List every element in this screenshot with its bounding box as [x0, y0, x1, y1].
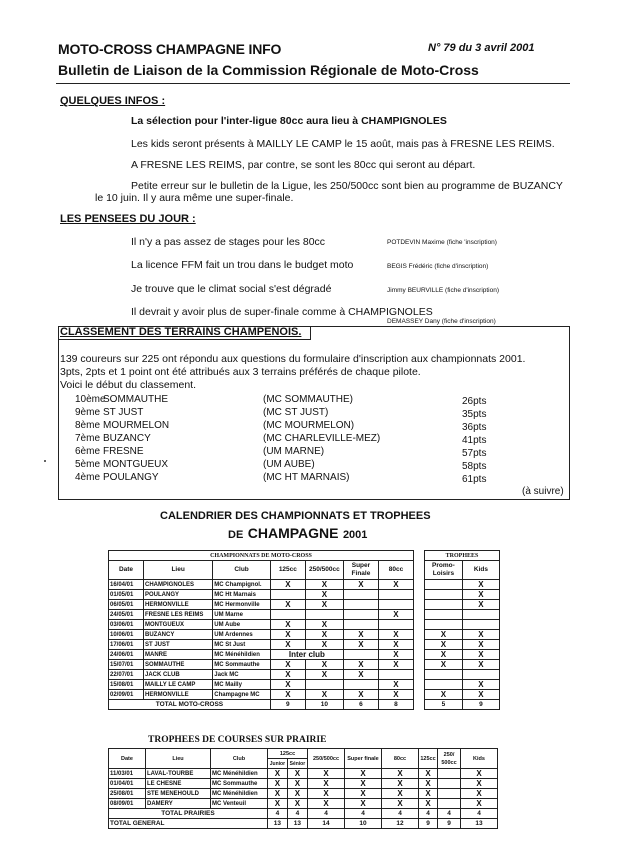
mx-row: [109, 640, 414, 650]
pr-mark: X: [268, 789, 288, 799]
mx-col-header: Lieu: [144, 561, 213, 580]
pensee-2: La licence FFM fait un trou dans le budget moto: [131, 259, 354, 271]
rank-pts: 61pts: [462, 474, 487, 485]
pr-col-header: 125cc: [419, 749, 438, 769]
rank-pts: 35pts: [462, 409, 487, 420]
mx-mark: X: [305, 640, 343, 650]
pr-mark: [438, 779, 461, 789]
rank-place: SOMMAUTHE: [103, 394, 168, 405]
mx-row: [109, 690, 414, 700]
mx-mark: [378, 620, 413, 630]
tro-row: [425, 650, 500, 660]
rank-place: ST JUST: [103, 407, 144, 418]
tro-mark: [425, 670, 463, 680]
mx-total: 10: [305, 700, 343, 710]
pensee-4: Il devrait y avoir plus de super-finale comme à CHAMPIGNOLES: [131, 306, 433, 318]
mx-club: MC Mailly: [213, 680, 271, 690]
prairie-title: TROPHEES DE COURSES SUR PRAIRIE: [148, 735, 327, 745]
tro-total: 5: [425, 700, 463, 710]
rank-pts: 41pts: [462, 435, 487, 446]
pr-mark: X: [345, 789, 382, 799]
info-p3: A FRESNE LES REIMS, par contre, se sont les 80cc qui seront au départ.: [131, 159, 476, 171]
rank-club: (MC CHARLEVILLE-MEZ): [263, 433, 381, 444]
pr-total-label: TOTAL PRAIRIES: [109, 809, 268, 819]
tro-row: [425, 610, 500, 620]
mx-date: 16/04/01: [109, 580, 144, 590]
tro-row: [425, 680, 500, 690]
tro-mark: X: [425, 650, 463, 660]
tro-mark: [462, 610, 499, 620]
rank-club: (MC MOURMELON): [263, 420, 355, 431]
mx-club: MC Ht Marnais: [213, 590, 271, 600]
mx-date: 15/08/01: [109, 680, 144, 690]
mx-mark: X: [270, 630, 305, 640]
mx-mark: [378, 590, 413, 600]
mx-mark: X: [378, 660, 413, 670]
info-p4b: le 10 juin. Il y aura même une super-finale.: [95, 192, 294, 204]
tro-title-row: [425, 551, 500, 561]
pr-total: 4: [287, 809, 307, 819]
mx-lieu: MANRE: [144, 650, 213, 660]
tro-total-row: [425, 700, 500, 710]
tro-mark: [425, 580, 463, 590]
mx-mark: X: [305, 590, 343, 600]
pr-row: [109, 769, 498, 779]
pr-mark: X: [461, 789, 498, 799]
mx-mark: [343, 600, 378, 610]
pr-mark: X: [287, 789, 307, 799]
pensee-1-author: POTDEVIN Maxime (fiche 'inscription): [387, 239, 497, 246]
issue-number: N° 79 du 3 avril 2001: [428, 42, 535, 54]
mx-date: 01/05/01: [109, 590, 144, 600]
bulletin-title: MOTO-CROSS CHAMPAGNE INFO: [58, 41, 282, 57]
rank-rank: 10ème: [75, 394, 106, 405]
mx-row: [109, 670, 414, 680]
pr-general: 12: [382, 819, 419, 829]
pr-col-header: 80cc: [382, 749, 419, 769]
mx-mark: [343, 620, 378, 630]
mx-col-header: 125cc: [270, 561, 305, 580]
tro-title: TROPHEES: [425, 551, 500, 561]
calendar-de: DE: [228, 529, 244, 541]
mx-mark: [270, 590, 305, 600]
pr-total: 4: [419, 809, 438, 819]
classement-intro-3: Voici le début du classement.: [60, 379, 196, 391]
pr-club: MC Sommauthe: [211, 779, 268, 789]
pr-col-header: 125cc: [268, 749, 308, 759]
mx-mark: X: [343, 690, 378, 700]
pensee-1: Il n'y a pas assez de stages pour les 80cc: [131, 236, 326, 248]
mx-club: MC Champignol.: [213, 580, 271, 590]
tro-mark: X: [425, 660, 463, 670]
pr-col-header: Date: [109, 749, 146, 769]
mx-lieu: BUZANCY: [144, 630, 213, 640]
pr-mark: X: [461, 769, 498, 779]
rank-place: MOURMELON: [103, 420, 170, 431]
mx-mark: X: [270, 600, 305, 610]
mx-mark: [378, 670, 413, 680]
pr-subheader: Junior: [268, 759, 288, 769]
mx-mark: X: [305, 690, 343, 700]
pr-mark: X: [382, 789, 419, 799]
mx-mark: X: [270, 680, 305, 690]
pr-mark: X: [419, 789, 438, 799]
pr-mark: X: [419, 769, 438, 779]
mx-mark: X: [343, 660, 378, 670]
mx-mark: X: [343, 630, 378, 640]
pr-general: 13: [268, 819, 288, 829]
bulletin-subtitle: Bulletin de Liaison de la Commission Régionale de Moto-Cross: [58, 62, 479, 78]
mx-club: Champagne MC: [213, 690, 271, 700]
mx-interclub: Inter club: [270, 650, 343, 660]
mx-title: CHAMPIONNATS DE MOTO-CROSS: [109, 551, 414, 561]
rank-rank: 5ème: [75, 459, 101, 470]
mx-lieu: CHAMPIGNOLES: [144, 580, 213, 590]
pr-mark: X: [308, 769, 345, 779]
mx-club: UM Aube: [213, 620, 271, 630]
tro-row: [425, 690, 500, 700]
mx-total-row: [109, 700, 414, 710]
mx-lieu: MAILLY LE CAMP: [144, 680, 213, 690]
pr-mark: X: [268, 769, 288, 779]
header-rule: [56, 83, 570, 84]
calendar-title-line1: CALENDRIER DES CHAMPIONNATS ET TROPHEES: [160, 510, 431, 522]
rank-club: (UM MARNE): [263, 446, 325, 457]
tro-row: [425, 630, 500, 640]
pr-mark: X: [461, 799, 498, 809]
pr-mark: X: [419, 799, 438, 809]
mx-mark: X: [378, 690, 413, 700]
tro-row: [425, 670, 500, 680]
rank-pts: 58pts: [462, 461, 487, 472]
mx-date: 10/06/01: [109, 630, 144, 640]
classement-intro-1: 139 coureurs sur 225 ont répondu aux questions du formulaire d'inscription aux championnats 2001.: [60, 353, 526, 365]
rank-place: POULANGY: [103, 472, 159, 483]
calendar-title-line2: [228, 525, 367, 543]
mx-mark: X: [343, 580, 378, 590]
pr-general: 13: [461, 819, 498, 829]
pr-lieu: LAVAL-TOURBE: [146, 769, 211, 779]
pr-general: 10: [345, 819, 382, 829]
pr-mark: X: [268, 779, 288, 789]
mx-mark: [305, 610, 343, 620]
tro-mark: [425, 620, 463, 630]
mx-mark: X: [378, 580, 413, 590]
rank-rank: 9ème: [75, 407, 101, 418]
mx-mark: [343, 610, 378, 620]
pr-total: 4: [308, 809, 345, 819]
mx-row: [109, 600, 414, 610]
pr-mark: [438, 769, 461, 779]
mx-mark: X: [305, 670, 343, 680]
rank-place: MONTGUEUX: [103, 459, 168, 470]
pr-row: [109, 779, 498, 789]
tro-mark: X: [462, 650, 499, 660]
tro-col-header: Promo-Loisirs: [425, 561, 463, 580]
pr-general: 9: [438, 819, 461, 829]
tro-mark: X: [462, 680, 499, 690]
pr-general: 13: [287, 819, 307, 829]
motocross-table: [108, 550, 414, 710]
pr-lieu: LE CHESNE: [146, 779, 211, 789]
mx-mark: [343, 650, 378, 660]
calendar-year: 2001: [342, 529, 368, 541]
pr-total-row: [109, 809, 498, 819]
tro-mark: X: [462, 580, 499, 590]
mx-lieu: HERMONVILLE: [144, 600, 213, 610]
mx-lieu: HERMONVILLE: [144, 690, 213, 700]
calendar-champagne: CHAMPAGNE: [247, 525, 339, 541]
info-p2: Les kids seront présents à MAILLY LE CAMP le 15 août, mais pas à FRESNE LES REIMS.: [131, 138, 555, 150]
mx-date: 17/06/01: [109, 640, 144, 650]
pr-mark: X: [382, 799, 419, 809]
pr-mark: X: [345, 769, 382, 779]
pr-col-header: 250/500cc: [308, 749, 345, 769]
mx-col-header: 80cc: [378, 561, 413, 580]
infos-heading: QUELQUES INFOS :: [60, 95, 166, 107]
tro-col-header: Kids: [462, 561, 499, 580]
info-p4a: Petite erreur sur le bulletin de la Ligue, les 250/500cc sont bien au programme de BUZANCY: [131, 180, 563, 192]
pr-total: 4: [345, 809, 382, 819]
pr-col-header: 250/ 500cc: [438, 749, 461, 769]
mx-date: 24/06/01: [109, 650, 144, 660]
mx-club: UM Ardennes: [213, 630, 271, 640]
mx-row: [109, 680, 414, 690]
pr-mark: X: [382, 769, 419, 779]
mx-club: MC St Just: [213, 640, 271, 650]
rank-place: FRESNE: [103, 446, 144, 457]
tro-row: [425, 590, 500, 600]
pensee-3-author: Jimmy BEURVILLE (fiche d'inscription): [387, 287, 500, 294]
tro-row: [425, 600, 500, 610]
pr-total: 4: [461, 809, 498, 819]
mx-mark: [305, 680, 343, 690]
mx-row: [109, 580, 414, 590]
pensee-2-author: BEGIS Frédéric (fiche d'inscription): [387, 263, 489, 270]
mx-date: 22/07/01: [109, 670, 144, 680]
pr-total: 4: [268, 809, 288, 819]
pr-mark: X: [287, 769, 307, 779]
rank-club: (UM AUBE): [263, 459, 315, 470]
mx-row: [109, 650, 414, 660]
mx-date: 24/05/01: [109, 610, 144, 620]
pr-col-header: Lieu: [146, 749, 211, 769]
rank-pts: 26pts: [462, 396, 487, 407]
mx-mark: X: [270, 690, 305, 700]
mx-mark: X: [270, 580, 305, 590]
tro-mark: X: [462, 660, 499, 670]
rank-pts: 57pts: [462, 448, 487, 459]
pr-club: MC Ménéhildien: [211, 769, 268, 779]
mx-mark: X: [378, 680, 413, 690]
mx-row: [109, 630, 414, 640]
tro-row: [425, 660, 500, 670]
pr-date: 11/03/01: [109, 769, 146, 779]
pr-total: 4: [438, 809, 461, 819]
rank-pts: 36pts: [462, 422, 487, 433]
mx-title-row: [109, 551, 414, 561]
rank-club: (MC HT MARNAIS): [263, 472, 350, 483]
tro-mark: [425, 600, 463, 610]
mx-lieu: POULANGY: [144, 590, 213, 600]
pr-mark: X: [287, 779, 307, 789]
pr-general-label: TOTAL GENERAL: [109, 819, 268, 829]
mx-date: 15/07/01: [109, 660, 144, 670]
mx-mark: X: [343, 670, 378, 680]
tro-total: 9: [462, 700, 499, 710]
scan-dot: [44, 460, 46, 462]
pensee-3: Je trouve que le climat social s'est dégradé: [131, 283, 332, 295]
mx-col-header: Club: [213, 561, 271, 580]
mx-total: 8: [378, 700, 413, 710]
tro-row: [425, 640, 500, 650]
mx-col-header: Date: [109, 561, 144, 580]
tro-row: [425, 620, 500, 630]
mx-header-row: [109, 561, 414, 580]
tro-mark: X: [425, 630, 463, 640]
mx-mark: X: [270, 660, 305, 670]
tro-mark: [462, 620, 499, 630]
mx-row: [109, 660, 414, 670]
rank-place: BUZANCY: [103, 433, 151, 444]
pr-club: MC Ménéhildien: [211, 789, 268, 799]
mx-total: 6: [343, 700, 378, 710]
mx-mark: X: [378, 640, 413, 650]
pr-general: 9: [419, 819, 438, 829]
tro-mark: [425, 680, 463, 690]
pr-total: 4: [382, 809, 419, 819]
pr-mark: X: [345, 779, 382, 789]
rank-rank: 4ème: [75, 472, 101, 483]
pr-mark: X: [287, 799, 307, 809]
pensee-4-author: DEMASSEY Dany (fiche d'inscription): [387, 318, 496, 325]
pr-club: MC Venteuil: [211, 799, 268, 809]
mx-mark: X: [270, 620, 305, 630]
pr-date: 08/09/01: [109, 799, 146, 809]
mx-club: MC Sommauthe: [213, 660, 271, 670]
a-suivre: (à suivre): [522, 486, 564, 497]
mx-club: UM Marne: [213, 610, 271, 620]
mx-mark: X: [305, 620, 343, 630]
mx-mark: X: [305, 580, 343, 590]
pr-mark: X: [308, 779, 345, 789]
pr-date: 01/04/01: [109, 779, 146, 789]
tro-mark: X: [462, 600, 499, 610]
pr-row: [109, 789, 498, 799]
mx-mark: [343, 680, 378, 690]
mx-lieu: ST JUST: [144, 640, 213, 650]
mx-row: [109, 610, 414, 620]
mx-mark: X: [378, 650, 413, 660]
tro-mark: X: [462, 590, 499, 600]
pr-mark: X: [308, 789, 345, 799]
tro-mark: [425, 590, 463, 600]
mx-mark: [343, 590, 378, 600]
mx-mark: X: [378, 610, 413, 620]
pr-mark: [438, 789, 461, 799]
tro-mark: X: [425, 640, 463, 650]
pr-general: 14: [308, 819, 345, 829]
pr-col-header: Super finale: [345, 749, 382, 769]
tro-mark: X: [462, 630, 499, 640]
tro-mark: [425, 610, 463, 620]
mx-club: MC Hermonville: [213, 600, 271, 610]
pr-general-row: [109, 819, 498, 829]
pr-date: 25/08/01: [109, 789, 146, 799]
mx-lieu: JACK CLUB: [144, 670, 213, 680]
mx-mark: X: [305, 630, 343, 640]
rank-rank: 7ème: [75, 433, 101, 444]
mx-col-header: 250/500cc: [305, 561, 343, 580]
mx-mark: X: [305, 660, 343, 670]
rank-club: (MC SOMMAUTHE): [263, 394, 353, 405]
prairie-table: [108, 748, 498, 829]
mx-date: 02/09/01: [109, 690, 144, 700]
info-p1: La sélection pour l'inter-ligue 80cc aura lieu à CHAMPIGNOLES: [131, 115, 447, 127]
pr-header-row: [109, 749, 498, 759]
mx-date: 06/05/01: [109, 600, 144, 610]
pr-mark: X: [461, 779, 498, 789]
mx-total: 9: [270, 700, 305, 710]
mx-row: [109, 590, 414, 600]
tro-mark: X: [425, 690, 463, 700]
mx-lieu: FRESNE LES REIMS: [144, 610, 213, 620]
pr-lieu: DAMERY: [146, 799, 211, 809]
mx-mark: X: [270, 640, 305, 650]
tro-row: [425, 580, 500, 590]
pr-mark: X: [345, 799, 382, 809]
pr-mark: X: [308, 799, 345, 809]
rank-rank: 8ème: [75, 420, 101, 431]
pr-row: [109, 799, 498, 809]
mx-mark: X: [270, 670, 305, 680]
classement-heading: CLASSEMENT DES TERRAINS CHAMPENOIS.: [58, 326, 311, 340]
mx-date: 03/06/01: [109, 620, 144, 630]
mx-col-header: Super Finale: [343, 561, 378, 580]
rank-rank: 6ème: [75, 446, 101, 457]
pensees-heading: LES PENSEES DU JOUR :: [60, 213, 196, 225]
mx-total-label: TOTAL MOTO-CROSS: [109, 700, 271, 710]
mx-mark: X: [305, 600, 343, 610]
rank-club: (MC ST JUST): [263, 407, 329, 418]
pr-col-header: Kids: [461, 749, 498, 769]
mx-mark: [270, 610, 305, 620]
mx-row: [109, 620, 414, 630]
pr-mark: X: [419, 779, 438, 789]
pr-mark: X: [268, 799, 288, 809]
mx-mark: [378, 600, 413, 610]
mx-club: Jack MC: [213, 670, 271, 680]
trophees-table: [424, 550, 500, 710]
pr-subheader: Sénior: [287, 759, 307, 769]
mx-mark: X: [378, 630, 413, 640]
tro-header-row: [425, 561, 500, 580]
tro-mark: X: [462, 690, 499, 700]
pr-lieu: STE MENEHOULD: [146, 789, 211, 799]
tro-mark: [462, 670, 499, 680]
pr-mark: X: [382, 779, 419, 789]
mx-lieu: SOMMAUTHE: [144, 660, 213, 670]
mx-mark: X: [343, 640, 378, 650]
pr-mark: [438, 799, 461, 809]
tro-mark: X: [462, 640, 499, 650]
pr-col-header: Club: [211, 749, 268, 769]
mx-lieu: MONTGUEUX: [144, 620, 213, 630]
classement-intro-2: 3pts, 2pts et 1 point ont été attribués aux 3 terrains préférés de chaque pilote.: [60, 366, 421, 378]
mx-club: MC Ménéhildien: [213, 650, 271, 660]
